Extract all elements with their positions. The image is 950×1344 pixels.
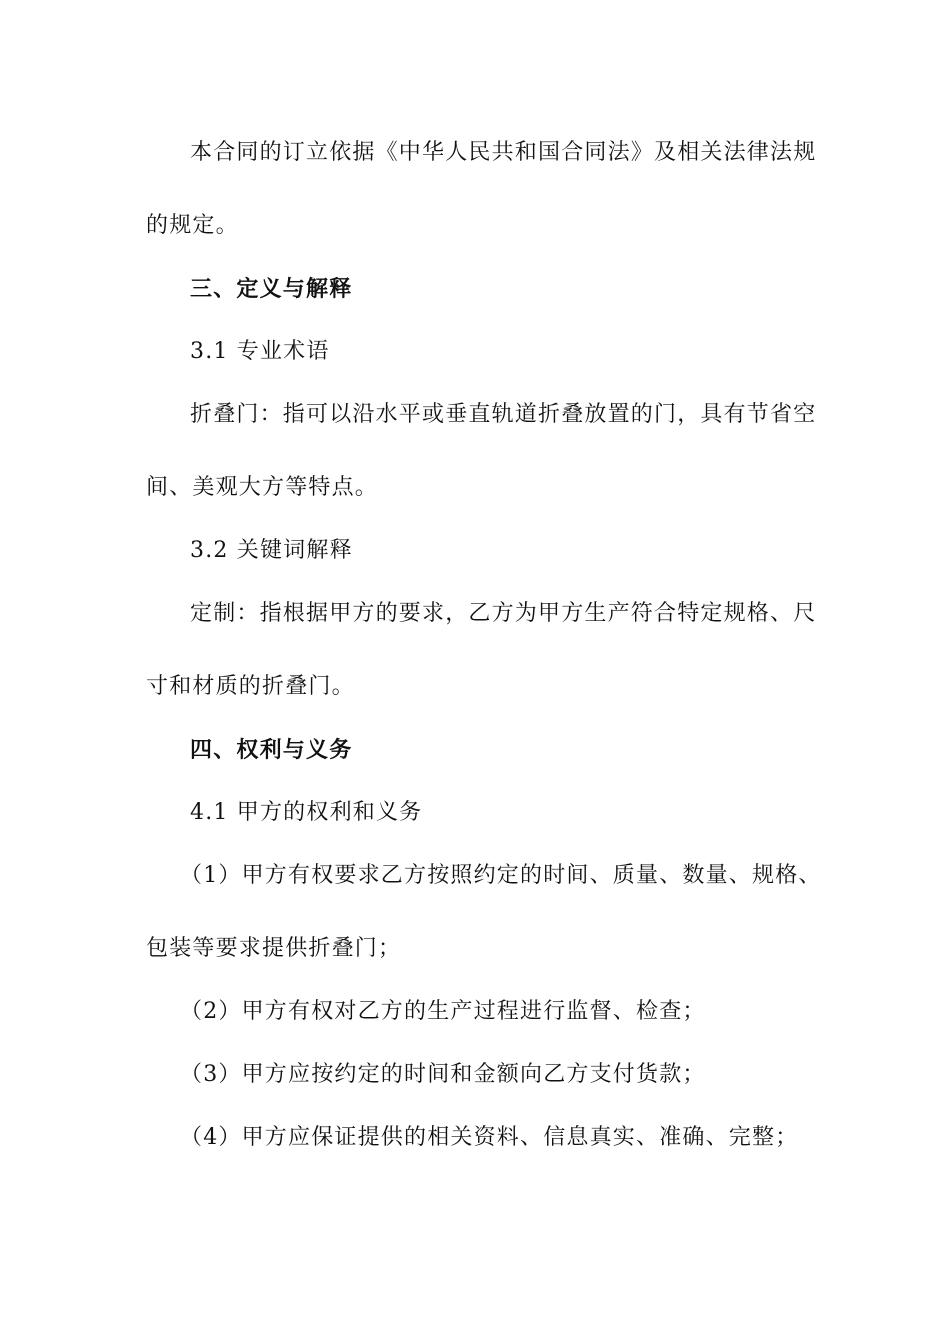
list-item-2: （2）甲方有权对乙方的生产过程进行监督、检查； xyxy=(180,999,706,1024)
paragraph-custom-line2: 寸和材质的折叠门。 xyxy=(146,674,355,699)
list-item-4: （4）甲方应保证提供的相关资料、信息真实、准确、完整； xyxy=(180,1125,799,1150)
section-heading-definitions: 三、定义与解释 xyxy=(190,276,353,302)
paragraph-basis-line1: 本合同的订立依据《中华人民共和国合同法》及相关法律法规 xyxy=(190,140,817,165)
paragraph-folding-door-line2: 间、美观大方等特点。 xyxy=(146,475,379,500)
list-item-3: （3）甲方应按约定的时间和金额向乙方支付货款； xyxy=(180,1062,706,1087)
list-item-1-line1: （1）甲方有权要求乙方按照约定的时间、质量、数量、规格、 xyxy=(180,863,822,888)
list-item-1-line2: 包装等要求提供折叠门； xyxy=(146,936,402,961)
section-heading-rights: 四、权利与义务 xyxy=(190,737,353,763)
paragraph-folding-door-line1: 折叠门：指可以沿水平或垂直轨道折叠放置的门，具有节省空 xyxy=(190,402,817,427)
subsection-heading-terms: 3.1 专业术语 xyxy=(190,339,330,364)
subsection-heading-party-a: 4.1 甲方的权利和义务 xyxy=(190,800,423,825)
paragraph-custom-line1: 定制：指根据甲方的要求，乙方为甲方生产符合特定规格、尺 xyxy=(190,601,817,626)
paragraph-basis-line2: 的规定。 xyxy=(146,213,239,238)
subsection-heading-keywords: 3.2 关键词解释 xyxy=(190,538,353,563)
